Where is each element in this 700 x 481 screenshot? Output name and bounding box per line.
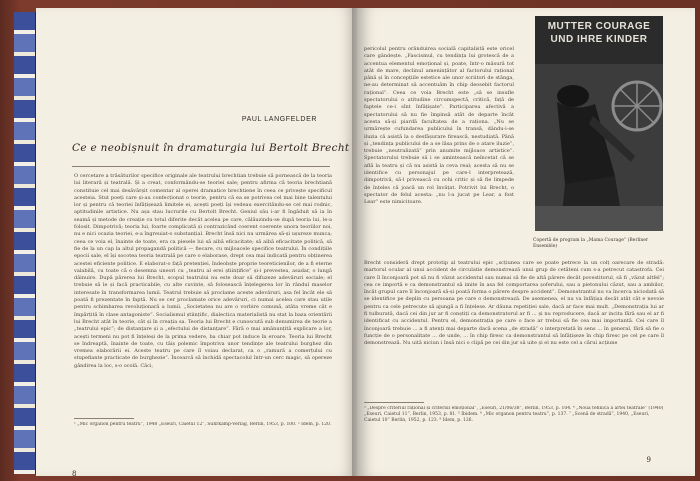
left-page bbox=[36, 8, 357, 476]
right-footnotes: ³ „Despre criteriul rațional și criteriul emoțional”, „Eseuri, 21/06/38”, Berlin, 1953, p. 104. ⁴ „Noua tehnică a artei teatrale” (1940) „Eseuri, Caietul 11”, Berlin, 1953, p. 81. ⁵ Ibidem. ⁶ „Mic organon pentru teatru”, p. 137. ⁷ „Scenă de stradă”, 1940, „Eseuri, Caietul 10” Berlin, 1952, p. 123. ⁸ Idem, p. 126. bbox=[364, 406, 664, 423]
left-body-text: O cercetare a trăsăturilor specifice originale ale teatrului brechtian trebuie să pornească de la teoria lui literară și teatrală. Și a creat, conformându-se teoriei sale; pentru afirma că teoria brechtiană constituie cel mai desăvârșit comentar al operei dramatice brechtiene în ceea ce privește specificul acesteia. Stut poeți care și-au confecționat o teorie, pentru că ea se potrivea cel mai bine talentului lor și pentru că teoriei înfățișează limitele ei, acești poeți își vedeau exercitându-se cel mai rodnic, aptitudinile artistice. Nu așa stau lucrurile cu Bertolt Brecht. Geniul său i-ar fi îngăduit să ia în seamă și metode de creație cu totul diferite decât acelea pe care, călăuzindu-se după teoria lui, le-a folosit. Dimpotrivă; teoria lui, foarte complicată și contrazicând coerent coerente unora teoriilor noi, nu e nici ocazia teoriei, e-a îngreuiat-o substanțial. Brecht însă nici nu urmărea să-și ușureze munca; ceea ce voia el, înainte de toate, era ca piesele lui să aibă eficacitate; să aibă eficacitate politică, să fie de la un cap la altul propagandă politică — fiecare, cu mijloacele specifice teatrului. În condițiile epocii sale, el își socotea teoria teatrală pe care o elaborase, drept cea mai indicată pentru obținerea acestei eficiente politice. E elaborat-o față pretenției, îndeobște proprie teoreticienilor, de a fi eterne valabilă, cu toate că o desemna uneori cu „teatru al erei științifice” și-i prevestea, asadar, o lungă dăinuire. După părerea lui Brecht, scopul teatrului nu este doar să difuzeze adevăruri sociale; el trebuie să le și facă practicabile, cu alte cuvinte, să folosească înțelegerea lor în rândul maselor interesate în transformarea lumii. Teatrul trebuie să proclame aceste adevăruri, asa fel încât ele să poată fi prezentate în faptă. Nu se cer proclamate orice adevăruri, ci numai acelea care stau utile pentru schimbarea revoluționară a lumii. „Societatea nu are o vorbire comună, atâta vreme cât e împărțită în clase antagoniste”. Socialismul științific, dialectica materialistă nu stat la baza orientării lui Brecht atât în teorie, cât și în creația sa. Teoria lui Brecht e cunoscută sub denumirea de teorie a „teatrului epic”; de distanțare și a „efectului de distanțare”. Fără o mai amănunțită explicare a lor, acești termeni nu pot fi înțeleși de la prima vedere, ba chiar pot induce în eroare. Teoria lui Brecht se îndreaptă, înainte de toate, cu tăiș polemic împotriva unor tendințe ale teatrului burghez din vremea elaborării ei. Aceste teatru pe care îl voiau declarat, ca o „ramură a comerțului cu stupefiante practicate de burghezie”. Încearcă să închidă spectacolul într-un cerc magic, să opereze gândirea la loc, s-o ocolă. Căci, bbox=[74, 173, 332, 369]
book-spine-edge bbox=[14, 12, 36, 474]
right-page bbox=[357, 8, 695, 476]
poster-photo bbox=[535, 16, 663, 231]
right-body-text: Brecht consideră drept prototip al teatrului epic „scțiunea care se poate petrece la un colț oarecare de stradă: martorul ocular al unui accident de circulatie demonstrează unui grup de cetăteni cum s-a petrecut catastrofa. Cei care îl înconjoară pot să nu fi văzut accidentul sau numai să fie de altă părere decât povestitorul, să fi „văzut altfel”; cea ce importă e ca demonstrantul să imite în asa fel comportarea șoferului, sau a pietonului căzut, sau a ambilor, încât grupul care îl înconjoară să-și poată forma o părere despre accident”. Demonstrantul nu va încerca niciodată să se identifice pe deplin cu persoana pe care o demonstrează. De asemenea, el nu va înfățișa decât atât cât e nevoie pentru ca cele petrecute să ajungă a fi înțelese. Ar dăuna repetiției sale, dacă ar face mai mult. „Demonstrația lui ar fi tulburată, dacă cei din jur ar fi conștiți ca demonstratorul ar fi ... și nu reproducere, dacă ar incita fără sau el ar fi identificat cu accidentul. Pentru el, demonstrația pe care o face ar trebui să fie cea mai importantă. Cei care îl înconjoară trebuie ... a fi atenți mai departe dacă scena „de stradă” o interpretată în sens ... în general, fără să fie o funcție de o personalitate ... de unde, ... în chip firesc ca demonstrantul să înfățișeze în chip firesc pe cel pe care îl demonstrează. Nu uită niciun i însă nici o clipă pe cei din jur să uite și el nu este cel a cărui acțiune bbox=[364, 260, 664, 347]
poster-illustration bbox=[535, 16, 663, 231]
page-number-right: 9 bbox=[646, 456, 651, 464]
footnote-divider bbox=[74, 418, 134, 419]
left-footnotes: ¹ „Mic organon pentru teatru”, 1948 „Eseuri, Caietul 12”, Suhrkamp-Verlag, Berlin, 1953, p. 100. ² Idem, p. 120. bbox=[74, 422, 332, 427]
article-author: PAUL LANGFELDER bbox=[241, 116, 317, 123]
page-number-left: 8 bbox=[72, 470, 77, 476]
footnote-divider-right bbox=[364, 402, 424, 403]
article-title: Ce e neobișnuit în dramaturgia lui Bertolt Brecht bbox=[72, 142, 350, 154]
title-divider bbox=[72, 166, 330, 167]
right-top-text: pericolul pentru orânduirea socială capitalistă este oricel care gândește. „Fascismul, cu tendința lui grotescă de a accentua elementul emoțional și, poate, într-o măsură tot atât de mare, declinul amenințător al factorului rațional până și în concepțiile estetice ale unor scriitori de stânga, ne-au determinat să accentuăm în chip deosebit factorul rațional”. Ceea ce voia Brecht este „să se insufle spectatorului o atitudine circumspectă, critică, față de faptele ce-i sînt înfățișate”. Participarea afectivă a spectatorului să nu fie împinsă atât de departe încât acesta să-și piardă facultatea de a raționa. „Nu se urmărește cufundarea publicului în transă, dându-i-se iluzia că asistă la o desfășurare firească, nestudiată. Până și „tendința publicului de a se lăsa prins de o atare iluzie”, trebuie „neutralizată” prin anumite mijloace artistice”. Spectatorului trebuie să i se amintească neîncetat că se află la teatru și că nu asistă la ceva real; acesta să nu se identifice cu personajul pe care-l interpretează, dimpotrivă, să-l privească cu ochi critic și să fie limpede de înțeles că joacă un rol învățat. Potrivit lui Brecht, o spectator de felul acesta: „nu l-a jucat pe Lear, a fost Lear” este nimicitoare. bbox=[364, 46, 514, 206]
poster-caption: Copertă de program la „Mama Courage” (Berliner Ensemble) bbox=[533, 238, 649, 249]
poster-title: MUTTER COURAGE UND IHRE KINDER bbox=[547, 21, 651, 45]
